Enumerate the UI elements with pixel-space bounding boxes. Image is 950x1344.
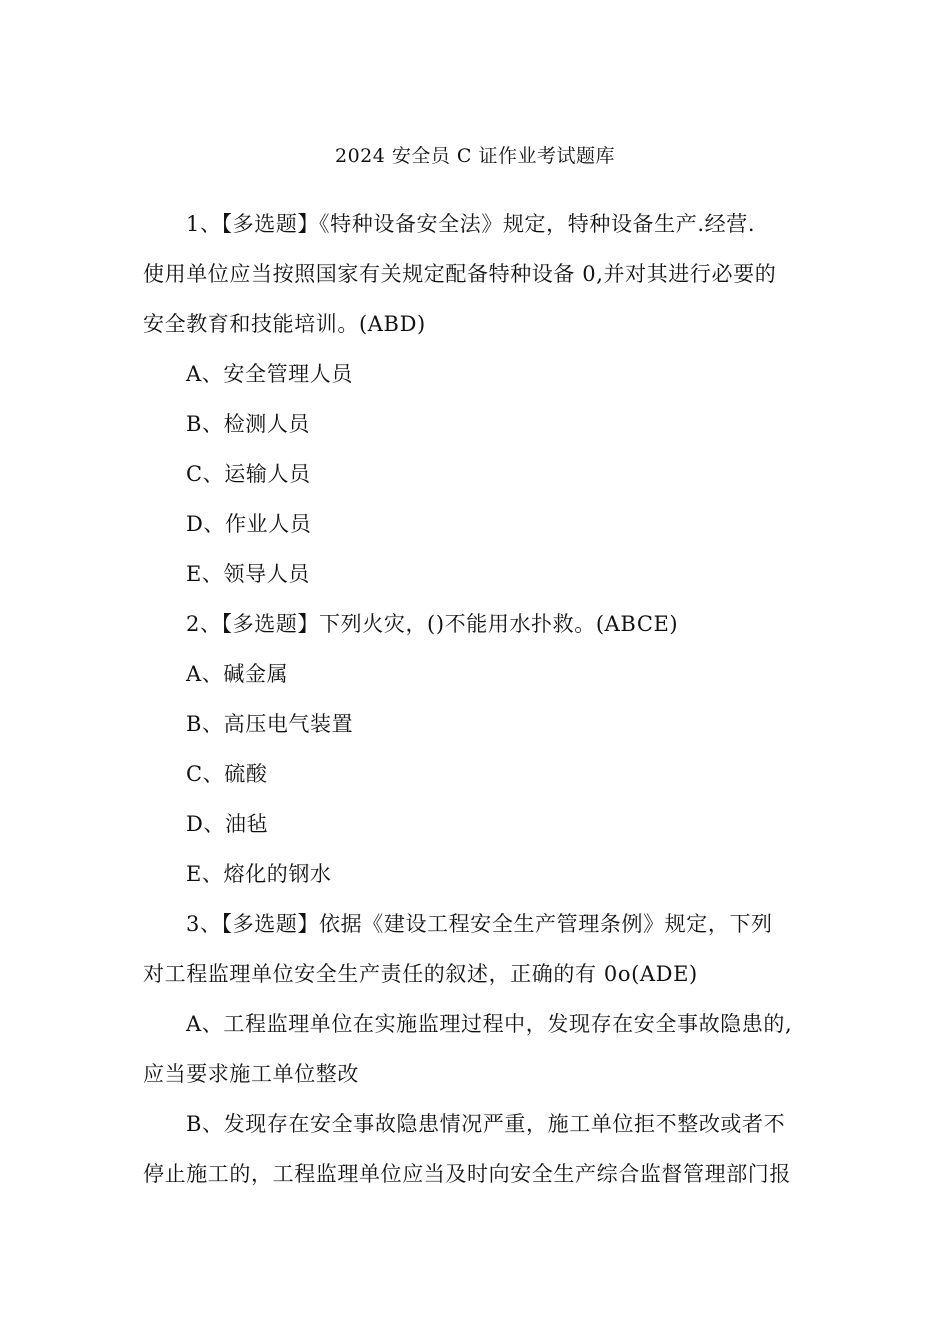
question-3-option-b-line-1: B、发现存在安全事故隐患情况严重，施工单位拒不整改或者不 (186, 1112, 786, 1136)
question-2-option-c: C、硫酸 (186, 762, 268, 786)
question-1-line-1: 1、【多选题】《特种设备安全法》规定，特种设备生产.经营. (186, 212, 756, 236)
question-1-option-d: D、作业人员 (186, 512, 312, 536)
question-3-option-b-line-2: 停止施工的，工程监理单位应当及时向安全生产综合监督管理部门报 (143, 1162, 791, 1186)
document-title: 2024 安全员 C 证作业考试题库 (334, 145, 615, 167)
question-2-option-d: D、油毡 (186, 812, 269, 836)
question-1-option-c: C、运输人员 (186, 462, 311, 486)
question-1-option-e: E、领导人员 (186, 562, 310, 586)
question-3-option-a-line-2: 应当要求施工单位整改 (143, 1062, 359, 1086)
question-3-line-2: 对工程监理单位安全生产责任的叙述，正确的有 0o(ADE) (143, 962, 698, 986)
question-1-line-2: 使用单位应当按照国家有关规定配备特种设备 0,并对其进行必要的 (143, 262, 777, 286)
question-1-line-3: 安全教育和技能培训。(ABD) (143, 312, 426, 336)
question-2-option-a: A、碱金属 (186, 662, 289, 686)
question-2-option-e: E、熔化的钢水 (186, 862, 332, 886)
question-2-option-b: B、高压电气装置 (186, 712, 354, 736)
question-1-option-a: A、安全管理人员 (186, 362, 353, 386)
question-1-option-b: B、检测人员 (186, 412, 311, 436)
question-2-line-1: 2、【多选题】下列火灾，()不能用水扑救。(ABCE) (186, 612, 679, 636)
question-3-line-1: 3、【多选题】依据《建设工程安全生产管理条例》规定，下列 (186, 912, 773, 936)
question-3-option-a-line-1: A、工程监理单位在实施监理过程中，发现存在安全事故隐患的, (186, 1012, 793, 1036)
